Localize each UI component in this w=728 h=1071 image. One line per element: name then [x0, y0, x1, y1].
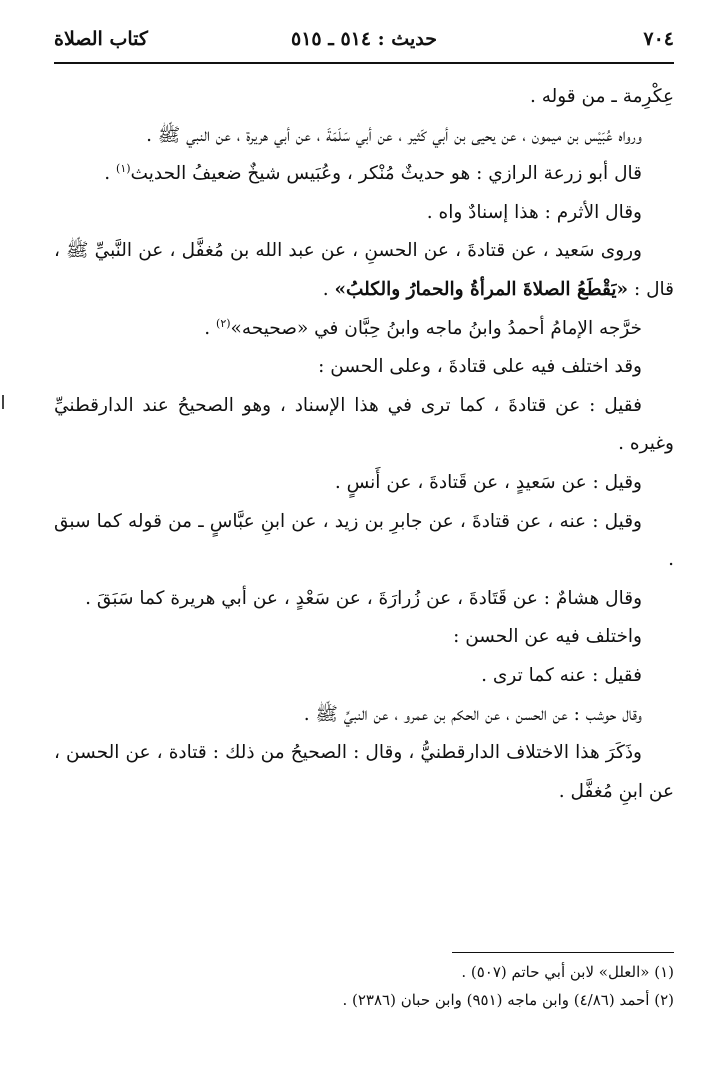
paragraph-3: قال أبو زرعة الرازي : هو حديثٌ مُنْكر ، وعُبَيس شيخٌ ضعيفُ الحديث$^{(١)}$ . [104, 162, 642, 185]
paragraph-13: فقيل : عنه كما ترى . [481, 664, 642, 686]
footnote-divider [452, 952, 674, 953]
scan-edge-mark [2, 395, 4, 409]
footnote-1: (١) «العلل» لابن أبي حاتم (٥٠٧) . [461, 963, 674, 981]
hadith-reference: حديث : ٥١٤ ـ ٥١٥ [291, 28, 437, 50]
footnote-ref-1[interactable]: (١) [116, 162, 131, 176]
footnote-ref-2[interactable]: (٢) [216, 316, 231, 330]
paragraph-14: وقال حوشب : عن الحسن ، عن الحكم بن عمرو ، عن النبيِّ ﷺ . [303, 703, 642, 725]
paragraph-8: فقيل : عن قتادةَ ، كما ترى في هذا الإسناد ، وهو الصحيحُ عند الدارقطنيِّ وغيره . [54, 394, 674, 455]
footnote-2: (٢) أحمد (٤/٨٦) وابن ماجه (٩٥١) وابن حبان (٢٣٨٦) . [342, 991, 674, 1009]
footnotes [54, 958, 674, 1014]
paragraph-4: وقال الأثرم : هذا إسنادٌ واه . [426, 201, 642, 223]
paragraph-15: وذَكَرَ هذا الاختلاف الدارقطنيُّ ، وقال : الصحيحُ من ذلك : قتادة ، عن الحسن ، عن ابنِ مُغفَّل . [54, 742, 674, 802]
paragraph-5: وروى سَعيد ، عن قتادةَ ، عن الحسنِ ، عن عبد الله بن مُغفَّل ، عن النَّبيِّ ﷺ ، قال : «يَقْطَعُ الصلاةَ المرأةُ والحمارُ والكلبُ» . [54, 240, 674, 300]
paragraph-9: وقيل : عن سَعيدٍ ، عن قَتادةَ ، عن أَنسٍ . [334, 471, 642, 493]
paragraph-6: خرَّجه الإمامُ أحمدُ وابنُ ماجه وابنُ حِبَّان في «صحيحه»$^{(٢)}$ . [204, 316, 642, 339]
main-text [54, 78, 674, 811]
paragraph-7: وقد اختلف فيه على قتادةَ ، وعلى الحسن : [318, 356, 642, 378]
book-title: كتاب الصلاة [54, 28, 148, 50]
paragraph-1: عِكْرِمة ـ من قوله . [529, 86, 674, 107]
paragraph-2: ورواه عُبَيْس بن ميمون ، عن يحيى بن أبي كَثير ، عن أبي سَلَمَةَ ، عن أبي هريرة ، عن النبي ﷺ . [146, 124, 642, 146]
paragraph-12: واختلف فيه عن الحسن : [453, 626, 642, 648]
page-number: ٧٠٤ [643, 28, 674, 50]
hadith-quote: «يَقْطَعُ الصلاةَ المرأةُ والحمارُ والكلبُ» [334, 278, 629, 300]
page-header [54, 22, 674, 60]
paragraph-10: وقيل : عنه ، عن قتادةَ ، عن جابرِ بن زيد ، عن ابنِ عبَّاسٍ ـ من قوله كما سبق . [54, 510, 674, 571]
paragraph-11: وقال هشامٌ : عن قَتَادةَ ، عن زُرارَةَ ، عن سَعْدٍ ، عن أبي هريرة كما سَبَقَ . [85, 587, 642, 609]
header-divider [54, 62, 674, 64]
